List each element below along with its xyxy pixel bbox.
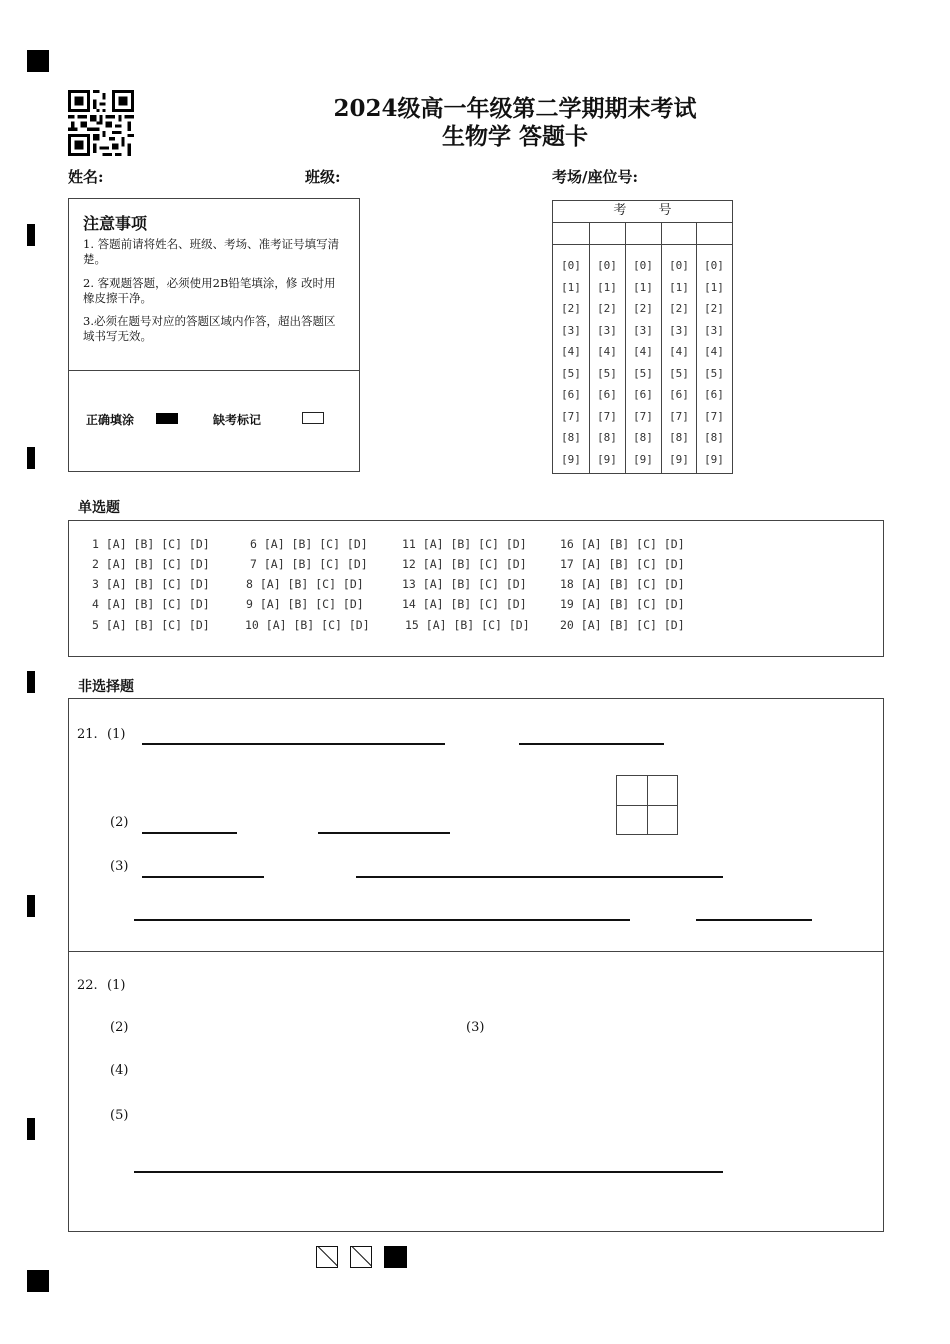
- correct-fill-sample: [156, 413, 178, 424]
- q22-number: 22.: [77, 978, 98, 993]
- q22-part5-label: (5): [110, 1108, 129, 1123]
- page-code-slash-box-icon: [316, 1246, 338, 1268]
- notice-divider: [69, 370, 359, 371]
- correct-fill-label: 正确填涂: [86, 413, 135, 427]
- exam-digit-column[interactable]: [0] [1] [2] [3] [4] [5] [6] [7] [8] [9]: [704, 259, 724, 466]
- q22-part2-label: (2): [110, 1020, 129, 1035]
- corner-mark-bottom-left: [27, 1270, 49, 1292]
- choice-item[interactable]: 12 [A] [B] [C] [D]: [402, 557, 527, 571]
- q22-part3-label: (3): [466, 1020, 485, 1035]
- notice-box: [68, 198, 360, 472]
- q22-part4-label: (4): [110, 1063, 129, 1078]
- choice-item[interactable]: 20 [A] [B] [C] [D]: [560, 618, 685, 632]
- choice-item[interactable]: 10 [A] [B] [C] [D]: [245, 618, 370, 632]
- room-seat-field-label: 考场/座位号:: [552, 168, 639, 186]
- answer-line[interactable]: [142, 832, 237, 834]
- choice-item[interactable]: 6 [A] [B] [C] [D]: [250, 537, 368, 551]
- answer-line[interactable]: [134, 919, 630, 921]
- page-code-filled-box-icon: [384, 1246, 407, 1268]
- non-choice-box: [68, 698, 884, 1232]
- choice-item[interactable]: 18 [A] [B] [C] [D]: [560, 577, 685, 591]
- q21-part2-label: (2): [110, 815, 129, 830]
- notice-item: 3.必须在题号对应的答题区域内作答，超出答题区域书写无效。: [83, 314, 336, 343]
- answer-line[interactable]: [519, 743, 664, 745]
- choice-item[interactable]: 7 [A] [B] [C] [D]: [250, 557, 368, 571]
- choice-item[interactable]: 15 [A] [B] [C] [D]: [405, 618, 530, 632]
- exam-digit-column[interactable]: [0] [1] [2] [3] [4] [5] [6] [7] [8] [9]: [597, 259, 617, 466]
- choice-item[interactable]: 3 [A] [B] [C] [D]: [92, 577, 210, 591]
- q21-number: 21.: [77, 727, 98, 742]
- exam-number-grid: [552, 200, 733, 474]
- choice-item[interactable]: 5 [A] [B] [C] [D]: [92, 618, 210, 632]
- q22-part1-label: (1): [107, 978, 126, 993]
- timing-mark: [27, 447, 35, 469]
- choice-item[interactable]: 2 [A] [B] [C] [D]: [92, 557, 210, 571]
- timing-mark: [27, 224, 35, 246]
- timing-mark: [27, 895, 35, 917]
- exam-subtitle: 生物学 答题卡: [441, 123, 588, 150]
- exam-digit-column[interactable]: [0] [1] [2] [3] [4] [5] [6] [7] [8] [9]: [561, 259, 581, 466]
- answer-line[interactable]: [356, 876, 723, 878]
- choice-item[interactable]: 8 [A] [B] [C] [D]: [246, 577, 364, 591]
- class-field-label: 班级:: [305, 168, 341, 186]
- timing-mark: [27, 671, 35, 693]
- answer-line[interactable]: [696, 919, 812, 921]
- choice-item[interactable]: 9 [A] [B] [C] [D]: [246, 597, 364, 611]
- notice-title: 注意事项: [83, 214, 148, 233]
- timing-mark: [27, 1118, 35, 1140]
- choice-item[interactable]: 13 [A] [B] [C] [D]: [402, 577, 527, 591]
- absent-mark-label: 缺考标记: [213, 413, 262, 427]
- exam-number-header: 考 号: [553, 201, 732, 223]
- question-divider: [68, 951, 884, 952]
- name-field-label: 姓名:: [68, 168, 104, 186]
- choice-item[interactable]: 14 [A] [B] [C] [D]: [402, 597, 527, 611]
- answer-line[interactable]: [318, 832, 450, 834]
- choice-item[interactable]: 1 [A] [B] [C] [D]: [92, 537, 210, 551]
- exam-title: 2024级高一年级第二学期期末考试: [333, 95, 697, 122]
- q21-part1-label: (1): [107, 727, 126, 742]
- exam-number-write-row[interactable]: [553, 223, 732, 245]
- answer-line[interactable]: [142, 743, 445, 745]
- choice-item[interactable]: 4 [A] [B] [C] [D]: [92, 597, 210, 611]
- exam-digit-column[interactable]: [0] [1] [2] [3] [4] [5] [6] [7] [8] [9]: [633, 259, 653, 466]
- exam-digit-column[interactable]: [0] [1] [2] [3] [4] [5] [6] [7] [8] [9]: [669, 259, 689, 466]
- notice-item: 1. 答题前请将姓名、班级、考场、准考证号填写清楚。: [83, 237, 340, 266]
- non-choice-title: 非选择题: [78, 679, 134, 695]
- choice-item[interactable]: 11 [A] [B] [C] [D]: [402, 537, 527, 551]
- q21-part3-label: (3): [110, 859, 129, 874]
- choice-item[interactable]: 19 [A] [B] [C] [D]: [560, 597, 685, 611]
- notice-item: 2. 客观题答题，必须使用2B铅笔填涂，修 改时用橡皮擦干净。: [83, 276, 336, 305]
- absent-mark-checkbox[interactable]: [302, 412, 324, 424]
- answer-line[interactable]: [142, 876, 264, 878]
- choice-item[interactable]: 17 [A] [B] [C] [D]: [560, 557, 685, 571]
- answer-line[interactable]: [134, 1171, 723, 1173]
- choice-item[interactable]: 16 [A] [B] [C] [D]: [560, 537, 685, 551]
- punnett-square-grid[interactable]: [616, 775, 678, 835]
- corner-mark-top-left: [27, 50, 49, 72]
- single-choice-title: 单选题: [78, 500, 120, 516]
- page-code-slash-box-icon: [350, 1246, 372, 1268]
